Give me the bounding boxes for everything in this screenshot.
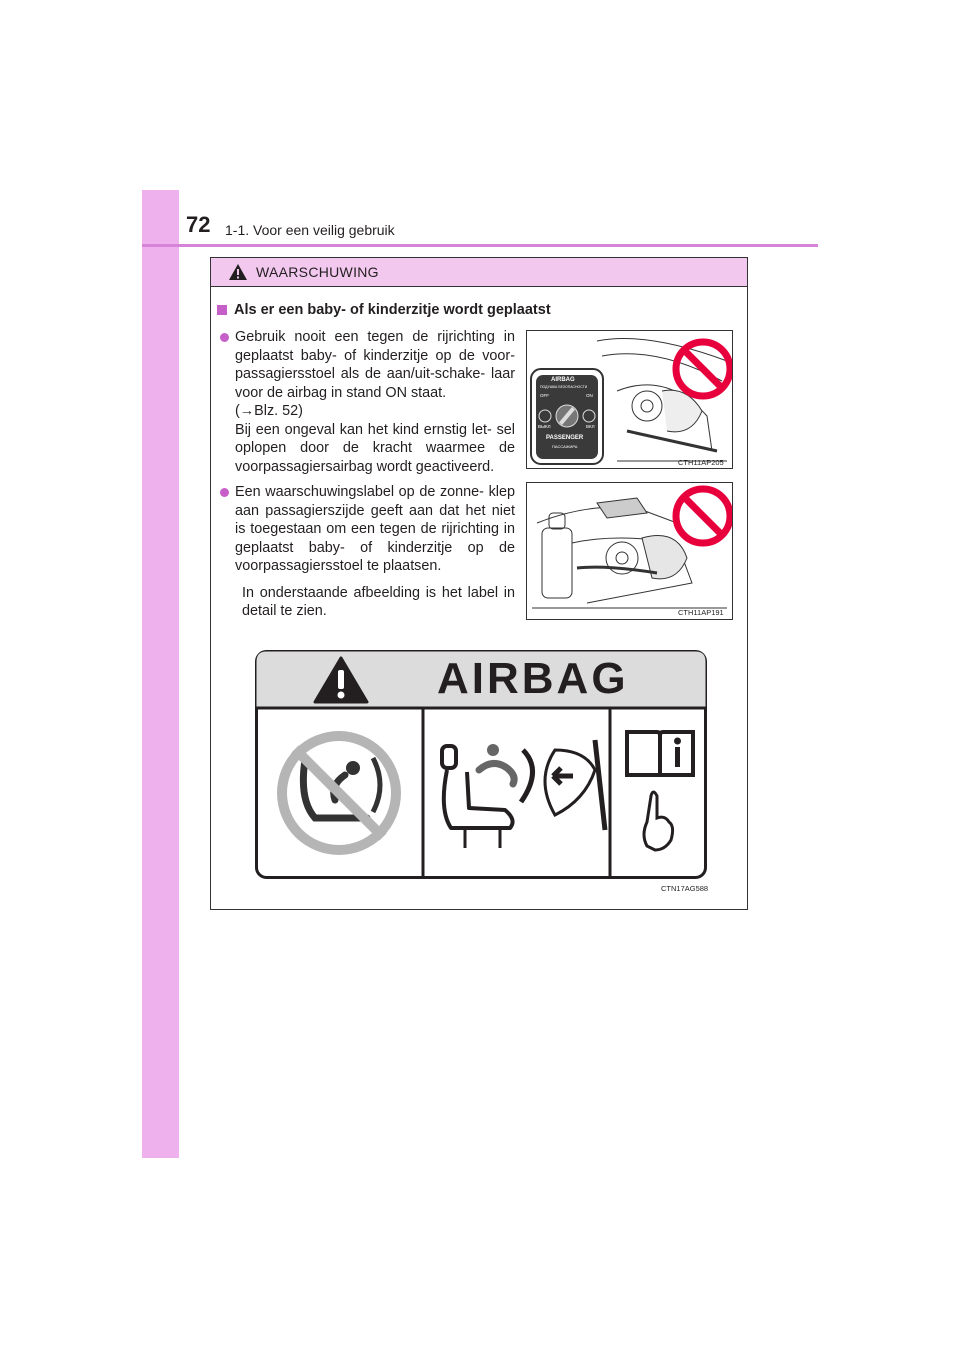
switch-on-ru: ВКЛ bbox=[586, 424, 595, 429]
airbag-warning-label bbox=[255, 650, 709, 893]
figure-code: CTN17AG588 bbox=[661, 884, 709, 893]
side-color-band bbox=[142, 190, 179, 1158]
switch-subtitle: ПОДУШКА БЕЗОПАСНОСТИ bbox=[540, 385, 588, 389]
bullet-dot-icon bbox=[220, 488, 229, 497]
switch-passenger-ru: ПАССАЖИРА bbox=[552, 444, 578, 449]
section-title: 1-1. Voor een veilig gebruik bbox=[225, 222, 395, 238]
bullet-1-text2: Bij een ongeval kan het kind ernstig let- sel oplopen door de kracht waarmee de voorpassagiersairbag wordt geactiveerd. bbox=[235, 421, 515, 475]
page-number: 72 bbox=[186, 212, 211, 237]
bullet-1-text: Gebruik nooit een tegen de rijrichting in geplaatst baby- of kinderzitje op de voor- passagiersstoel als de aan/uit-schake- laar voor de airbag in stand ON staat. bbox=[235, 329, 515, 401]
header-rule bbox=[142, 244, 818, 247]
warning-title: WAARSCHUWING bbox=[256, 264, 379, 280]
bullet-dot-icon bbox=[220, 333, 229, 342]
bullet-2-text: Een waarschuwingslabel op de zonne- klep aan passagierszijde geeft aan dat het niet is toegestaan om een tegen de rijrichting in geplaatst baby- of kinderzitje op de voorpassagiersstoel te plaatsen. bbox=[235, 484, 515, 574]
switch-passenger: PASSENGER bbox=[546, 435, 584, 441]
label-title: AIRBAG bbox=[437, 654, 629, 703]
figure-airbag-switch bbox=[526, 330, 733, 469]
switch-off: OFF bbox=[540, 393, 549, 398]
sub-heading-text: Als er een baby- of kinderzitje wordt geplaatst bbox=[234, 302, 551, 318]
sub-heading bbox=[217, 302, 551, 318]
switch-on: ON bbox=[586, 393, 593, 398]
figure-code: CTH11AP191 bbox=[678, 608, 724, 617]
warning-box bbox=[210, 257, 748, 910]
switch-off-ru: ВЫКЛ bbox=[538, 424, 551, 429]
switch-title: AIRBAG bbox=[551, 377, 575, 383]
prohibition-icon bbox=[676, 342, 730, 396]
no-rear-facing-child-seat-icon bbox=[277, 731, 401, 855]
figure-sun-visor bbox=[526, 482, 733, 620]
prohibition-icon bbox=[676, 489, 730, 543]
warning-triangle-icon bbox=[228, 263, 248, 281]
warning-header bbox=[211, 258, 747, 287]
bullet-2 bbox=[220, 483, 515, 621]
bullet-2-text2: In onderstaande afbeelding is het label in detail te zien. bbox=[242, 584, 515, 619]
bullet-1 bbox=[220, 328, 515, 476]
figure-code: CTH11AP205 bbox=[678, 458, 724, 467]
bullet-1-ref: (→Blz. 52) bbox=[235, 403, 303, 419]
square-bullet-icon bbox=[217, 305, 227, 315]
